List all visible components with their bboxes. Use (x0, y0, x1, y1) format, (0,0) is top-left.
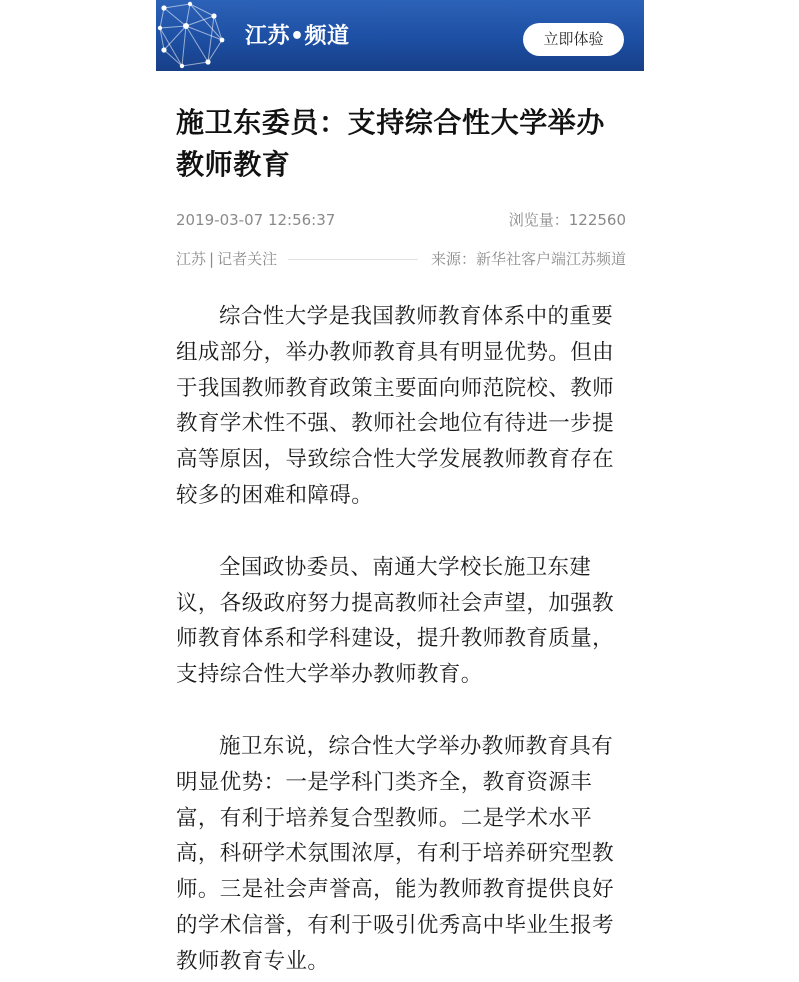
article-source-row (176, 247, 626, 271)
try-now-button[interactable]: 立即体验 (523, 23, 624, 56)
byline (176, 247, 277, 271)
article-meta-row (176, 208, 626, 232)
network-graphic-icon (156, 0, 246, 71)
byline-separator: | (209, 250, 215, 268)
article-body (176, 299, 628, 982)
article-source: 来源：新华社客户端江苏频道 (430, 250, 626, 268)
article-title: 施卫东委员：支持综合性大学举办教师教育 (176, 106, 606, 181)
publish-datetime: 2019-03-07 12:56:37 (176, 211, 336, 229)
article-paragraph: 综合性大学是我国教师教育体系中的重要组成部分，举办教师教育具有明显优势。但由于我国教师教育政策主要面向师范院校、教师教育学术性不强、教师社会地位有待进一步提高等原因，导致综合性大学发展教师教育存在较多的困难和障碍。 (176, 304, 615, 508)
view-count: 浏览量：122560 (508, 211, 626, 229)
region-tag[interactable]: 江苏 (176, 250, 207, 268)
author-tag[interactable]: 记者关注 (217, 250, 278, 268)
channel-brand[interactable]: 江苏•频道 (245, 24, 350, 49)
meta-divider (288, 259, 418, 260)
article-paragraph: 全国政协委员、南通大学校长施卫东建议，各级政府努力提高教师社会声望，加强教师教育体系和学科建设，提升教师教育质量，支持综合性大学举办教师教育。 (176, 554, 615, 688)
channel-header-banner (156, 0, 644, 71)
article-paragraph: 施卫东说，综合性大学举办教师教育具有明显优势：一是学科门类齐全，教育资源丰富，有利于培养复合型教师。二是学术水平高，科研学术氛围浓厚，有利于培养研究型教师。三是社会声誉高，能为教师教育提供良好的学术信誉，有利于吸引优秀高中毕业生报考教师教育专业。 (176, 733, 615, 974)
